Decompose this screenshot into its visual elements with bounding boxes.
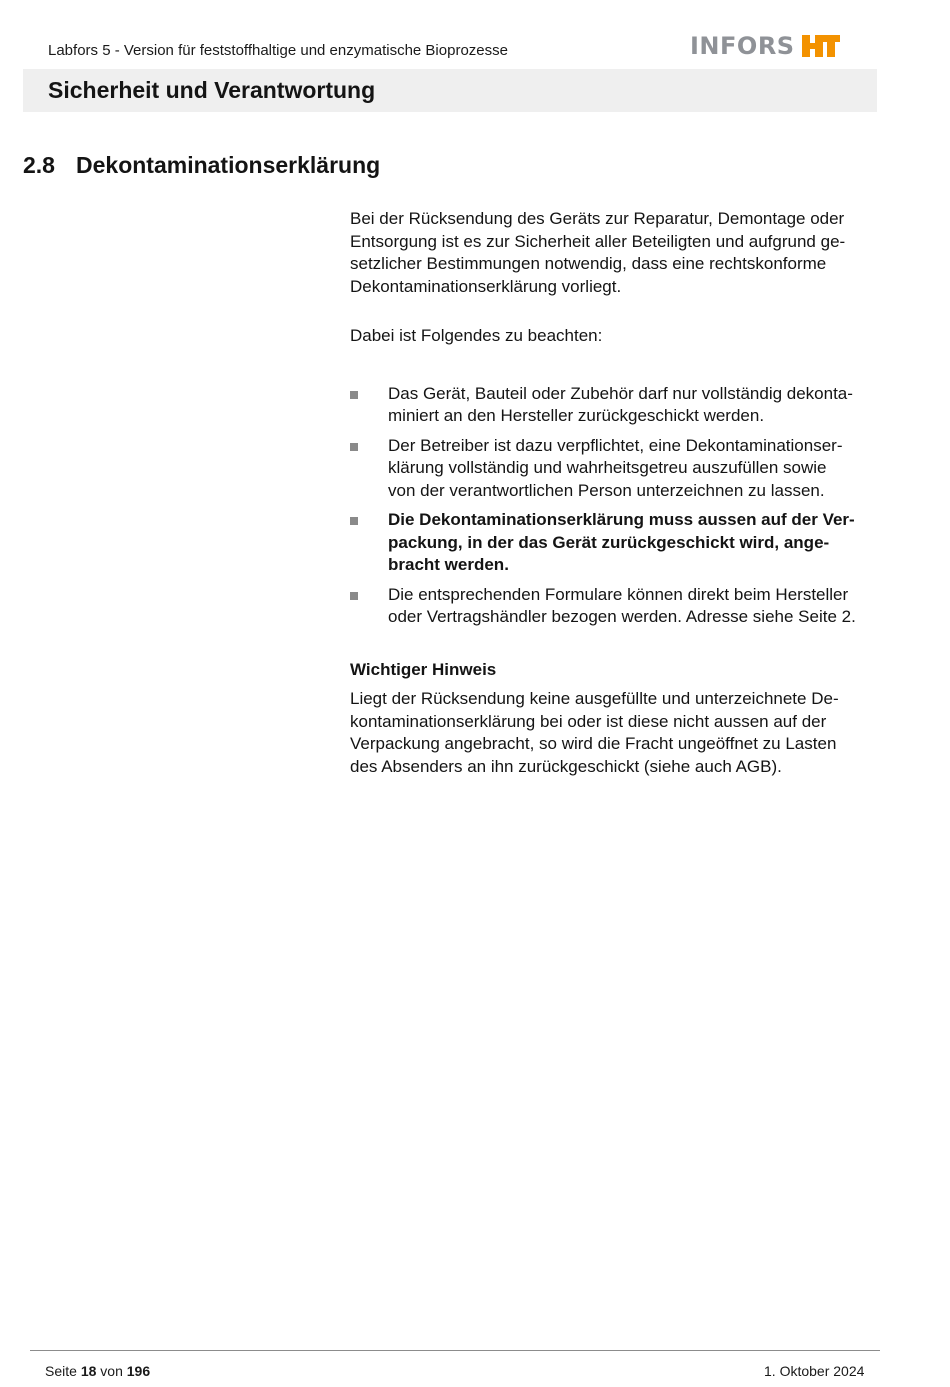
- list-item-line: miniert an den Hersteller zurückgeschickt werden.: [388, 406, 765, 425]
- list-item-line: Der Betreiber ist dazu verpflichtet, eine Dekontaminationser-: [388, 435, 843, 455]
- document-title: Labfors 5 - Version für feststoffhaltige und enzymatische Bioprozesse: [48, 42, 508, 59]
- bullet-square-icon: [350, 592, 358, 600]
- intro-line: setzlicher Bestimmungen notwendig, dass eine rechtskonforme: [350, 254, 827, 273]
- total-pages: 196: [126, 1363, 151, 1379]
- current-page: 18: [80, 1363, 97, 1379]
- list-item-line: packung, in der das Gerät zurückgeschickt wird, ange-: [388, 532, 830, 552]
- chapter-number: 2.8: [23, 152, 55, 178]
- chapter-heading: [23, 152, 380, 179]
- bullet-square-icon: [350, 391, 358, 399]
- lead-sentence: Dabei ist Folgendes zu beachten:: [350, 326, 603, 345]
- list-item: [350, 383, 880, 428]
- intro-line: Bei der Rücksendung des Geräts zur Reparatur, Demontage oder: [350, 209, 845, 228]
- body-column: [350, 208, 880, 778]
- page-number: [45, 1363, 150, 1379]
- note-line: Verpackung angebracht, so wird die Fracht ungeöffnet zu Lasten: [350, 734, 837, 753]
- footer-divider: [30, 1350, 880, 1351]
- list-item: [350, 584, 880, 629]
- list-item-line: klärung vollständig und wahrheitsgetreu auszufüllen sowie: [388, 458, 827, 477]
- list-item-line: von der verantwortlichen Person unterzeichnen zu lassen.: [388, 480, 825, 500]
- list-item-line: Das Gerät, Bauteil oder Zubehör darf nur vollständig dekonta-: [388, 383, 853, 403]
- section-header-band: [23, 69, 877, 112]
- list-item-line: bracht werden.: [388, 555, 509, 574]
- requirements-list: [350, 383, 880, 629]
- page-separator: von: [100, 1363, 123, 1379]
- note-line: Liegt der Rücksendung keine ausgefüllte und unterzeichnete De-: [350, 689, 839, 708]
- list-item-line: Die Dekontaminationserklärung muss aussen auf der Ver-: [388, 510, 855, 529]
- note-line: kontaminationserklärung bei oder ist diese nicht aussen auf der: [350, 711, 827, 731]
- bullet-square-icon: [350, 517, 358, 525]
- note-line: des Absenders an ihn zurückgeschickt (siehe auch AGB).: [350, 756, 782, 776]
- intro-line: Dekontaminationserklärung vorliegt.: [350, 276, 622, 296]
- intro-line: Entsorgung ist es zur Sicherheit aller Beteiligten und aufgrund ge-: [350, 231, 846, 251]
- page-prefix: Seite: [45, 1363, 77, 1379]
- section-title: Sicherheit und Verantwortung: [48, 77, 376, 103]
- ht-logo-mark-icon: [800, 33, 842, 59]
- list-item-line: oder Vertragshändler bezogen werden. Adresse siehe Seite 2.: [388, 607, 856, 626]
- list-item: [350, 435, 880, 503]
- list-item-line: Die entsprechenden Formulare können direkt beim Hersteller: [388, 584, 849, 604]
- document-date: 1. Oktober 2024: [764, 1363, 865, 1379]
- note-paragraph: [350, 688, 880, 778]
- note-heading: Wichtiger Hinweis: [350, 659, 497, 679]
- infors-logo: [690, 31, 842, 61]
- intro-paragraph: [350, 208, 880, 298]
- list-item-emphasized: [350, 509, 880, 577]
- logo-wordmark: INFORS: [690, 32, 795, 60]
- bullet-square-icon: [350, 443, 358, 451]
- chapter-title: Dekontaminationserklärung: [76, 152, 381, 178]
